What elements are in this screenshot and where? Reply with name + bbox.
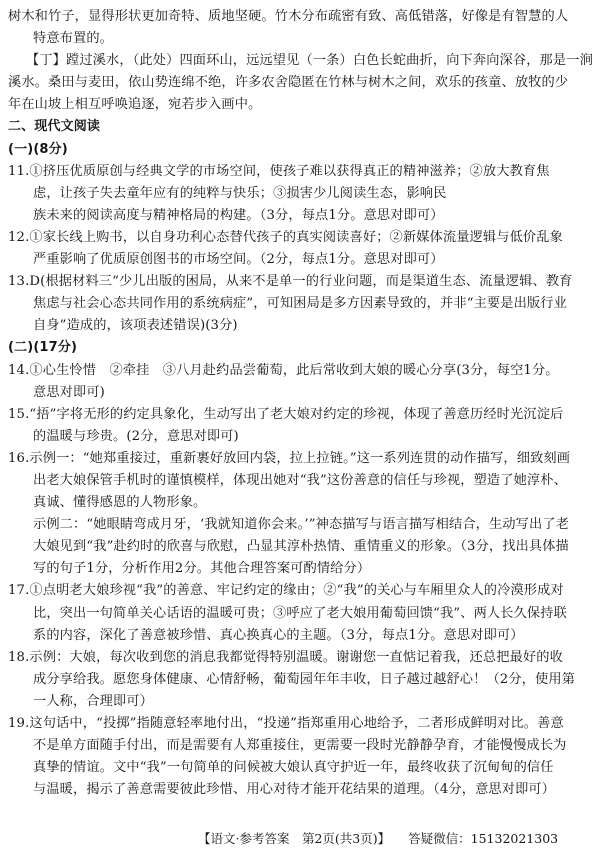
footer-contact: 答疑微信：15132021303 (408, 831, 559, 846)
text-line: 真挚的情谊。文中“我”一句简单的问候被大娘认真守护近一年，最终收获了沉甸甸的信任 (33, 760, 554, 776)
text-line: 树木和竹子，显得形状更加奇特、质地坚硬。竹木分布疏密有致、高低错落，好像是有智慧的人 (8, 9, 569, 24)
text-line: 出老大娘保管手机时的谨慎模样，体现出她对“我”这份善意的信任与珍视，塑造了她淳朴、 (33, 472, 567, 488)
text-line: 大娘见到“我”赴约时的欣喜与欣慰，凸显其淳朴热情、重情重义的形象。（3分，找出具体描 (33, 539, 569, 555)
text-line: 14.①心生怜惜 ②牵挂 ③八月赴约品尝葡萄，此后常收到大娘的暖心分享(3分，每空1分。 (8, 362, 559, 378)
text-line: 比，突出一句简单关心话语的温暖可贵；③呼应了老大娘用葡萄回馈“我”、两人长久保持联 (33, 605, 567, 621)
text-line: 焦虑与社会心态共同作用的系统病症”，可知困局是多方因素导致的，并非“主要是出版行业 (33, 296, 567, 312)
text-line: 自身”造成的，该项表述错误)(3分) (33, 318, 238, 334)
footer-page-info: 【语文·参考答案 第2页(共3页)】 (198, 831, 391, 846)
text-line: 意思对即可) (33, 384, 105, 400)
text-line: 成分享给我。愿您身体健康、心情舒畅，葡萄园年年丰收，日子越过越舒心！（2分，使用第 (33, 671, 576, 687)
text-line: 12.①家长线上购书，以自身功利心态替代孩子的真实阅读喜好；②新媒体流量逻辑与低价乱象 (8, 229, 563, 245)
section-heading: 二、现代文阅读 (8, 119, 101, 135)
text-line: 13.D(根据材料三“少儿出版的困局，从来不是单一的行业问题，而是渠道生态、流量逻辑、教育 (8, 274, 573, 290)
section-heading: (一)(8分) (8, 141, 68, 157)
text-line: 17.①点明老大娘珍视“我”的善意、牢记约定的缘由；②“我”的关心与车厢里众人的冷漠形成对 (8, 583, 564, 599)
text-line: 年在山坡上相互呼唤追逐，宛若步入画中。 (8, 97, 262, 113)
text-line: 15.“捂”字将无形的约定具象化，生动写出了老大娘对约定的珍视，体现了善意历经时光沉淀后 (8, 406, 564, 422)
text-line: 一人称，合理即可） (33, 693, 154, 709)
section-heading: (二)(17分) (8, 340, 78, 356)
text-line: 16.示例一：“她郑重接过，重新裹好放回内袋，拉上拉链。”这一系列连贯的动作描写，细致刻画 (8, 450, 571, 466)
text-line: 示例二：“她眼睛弯成月牙，‘我就知道你会来。’”神态描写与语言描写相结合，生动写出了老 (33, 517, 570, 533)
text-line: 11.①挤压优质原创与经典文学的市场空间，使孩子难以获得真正的精神滋养；②放大教育焦 (8, 163, 550, 179)
text-line: 与温暖，揭示了善意需要彼此珍惜、用心对待才能开花结果的道理。（4分，意思对即可） (33, 782, 556, 798)
page-footer (198, 829, 558, 847)
text-line: 的温暖与珍贵。(2分，意思对即可) (33, 428, 239, 444)
text-line: 溪水。桑田与麦田，依山势连绵不绝，许多农舍隐匿在竹林与树木之间，欢乐的孩童、放牧的少 (8, 75, 569, 91)
text-line: 19.这句话中，“投掷”指随意轻率地付出，“投递”指郑重用心地给予，二者形成鲜明对比。善意 (8, 716, 564, 731)
answer-text-body (8, 6, 592, 801)
text-line: 18.示例：大娘，每次收到您的消息我都觉得特别温暖。谢谢您一直惦记着我，还总把最好的收 (8, 649, 563, 665)
text-line: 【丁】蹚过溪水，（此处）四面环山，远远望见（一条）白色长蛇曲折，向下奔向深谷，那是一涧 (26, 53, 593, 69)
text-line: 写的句子1分，分析作用2分。其他合理答案可酌情给分） (33, 561, 371, 577)
text-line: 虑，让孩子失去童年应有的纯粹与快乐；③损害少儿阅读生态，影响民 (33, 185, 447, 201)
text-line: 族未来的阅读高度与精神格局的构建。（3分，每点1分。意思对即可） (33, 207, 444, 223)
text-line: 严重影响了优质原创图书的市场空间。（2分，每点1分。意思对即可） (33, 252, 444, 268)
text-line: 系的内容，深化了善意被珍惜、真心换真心的主题。（3分，每点1分。意思对即可） (33, 627, 524, 643)
text-line: 真诚、懂得感恩的人物形象。 (33, 495, 207, 511)
text-line: 不是单方面随手付出，而是需要有人郑重接住，更需要一段时光静静孕育，才能慢慢成长为 (33, 738, 567, 754)
text-line: 特意布置的。 (33, 31, 114, 47)
